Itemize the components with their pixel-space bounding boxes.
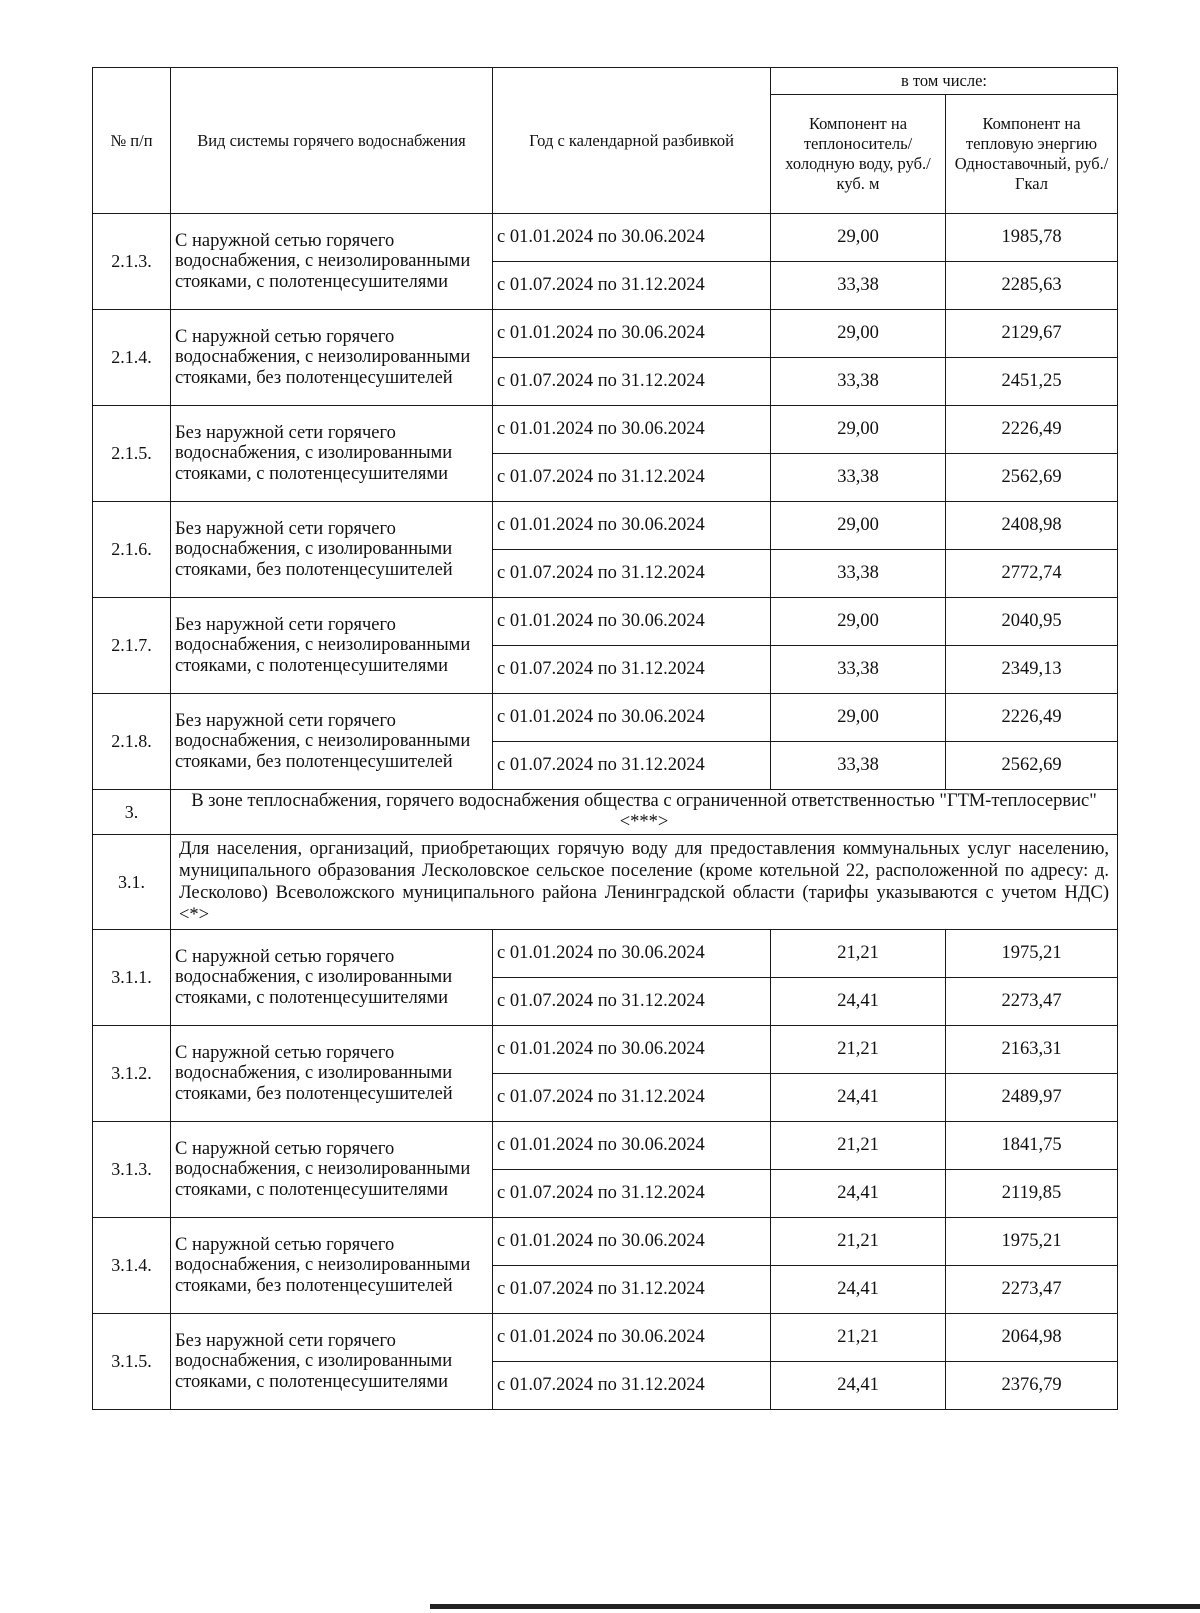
row-heat-value: 2408,98 <box>946 502 1118 550</box>
row-period: с 01.01.2024 по 30.06.2024 <box>493 214 771 262</box>
row-heat-value: 2562,69 <box>946 742 1118 790</box>
row-number: 2.1.8. <box>93 694 171 790</box>
row-number: 2.1.7. <box>93 598 171 694</box>
header-period: Год с календарной разбивкой <box>493 68 771 214</box>
row-period: с 01.07.2024 по 31.12.2024 <box>493 978 771 1026</box>
row-description: С наружной сетью горячего водоснабжения, с изолированными стояками, с полотенцесушителями <box>171 930 493 1026</box>
table-body-section-2 <box>93 214 1118 790</box>
row-description: С наружной сетью горячего водоснабжения, с неизолированными стояками, без полотенцесушителей <box>171 1218 493 1314</box>
table-row <box>93 598 1118 646</box>
row-period: с 01.01.2024 по 30.06.2024 <box>493 1218 771 1266</box>
row-number: 2.1.5. <box>93 406 171 502</box>
row-heat-value: 2273,47 <box>946 1266 1118 1314</box>
row-heat-value: 1985,78 <box>946 214 1118 262</box>
row-number: 3.1.2. <box>93 1026 171 1122</box>
row-period: с 01.07.2024 по 31.12.2024 <box>493 550 771 598</box>
row-heat-value: 1975,21 <box>946 930 1118 978</box>
row-number: 3.1.4. <box>93 1218 171 1314</box>
row-heat-value: 2562,69 <box>946 454 1118 502</box>
row-number: 3.1.5. <box>93 1314 171 1410</box>
table-row <box>93 214 1118 262</box>
row-water-value: 21,21 <box>771 1122 946 1170</box>
row-period: с 01.07.2024 по 31.12.2024 <box>493 454 771 502</box>
header-including: в том числе: <box>771 68 1118 95</box>
row-description: Без наружной сети горячего водоснабжения, с изолированными стояками, с полотенцесушителями <box>171 1314 493 1410</box>
row-heat-value: 2285,63 <box>946 262 1118 310</box>
row-period: с 01.07.2024 по 31.12.2024 <box>493 742 771 790</box>
row-period: с 01.01.2024 по 30.06.2024 <box>493 1026 771 1074</box>
row-description: С наружной сетью горячего водоснабжения, с неизолированными стояками, без полотенцесушителей <box>171 310 493 406</box>
row-description: Без наружной сети горячего водоснабжения, с изолированными стояками, без полотенцесушителей <box>171 502 493 598</box>
header-system-type: Вид системы горячего водоснабжения <box>171 68 493 214</box>
header-heat-component: Компонент на тепловую энергию Одноставочный, руб./Гкал <box>946 95 1118 214</box>
row-number: 2.1.3. <box>93 214 171 310</box>
row-description: С наружной сетью горячего водоснабжения, с изолированными стояками, без полотенцесушителей <box>171 1026 493 1122</box>
row-period: с 01.07.2024 по 31.12.2024 <box>493 646 771 694</box>
row-water-value: 33,38 <box>771 742 946 790</box>
row-water-value: 33,38 <box>771 358 946 406</box>
row-period: с 01.07.2024 по 31.12.2024 <box>493 262 771 310</box>
table-row <box>93 502 1118 550</box>
row-heat-value: 2064,98 <box>946 1314 1118 1362</box>
row-description: Без наружной сети горячего водоснабжения, с неизолированными стояками, с полотенцесушителями <box>171 598 493 694</box>
header-num: № п/п <box>93 68 171 214</box>
table-row <box>93 1026 1118 1074</box>
row-heat-value: 2040,95 <box>946 598 1118 646</box>
header-water-component: Компонент на теплоноситель/ холодную воду, руб./куб. м <box>771 95 946 214</box>
section-heading-row <box>93 790 1118 835</box>
row-water-value: 33,38 <box>771 550 946 598</box>
row-water-value: 24,41 <box>771 1266 946 1314</box>
row-period: с 01.01.2024 по 30.06.2024 <box>493 694 771 742</box>
row-heat-value: 2376,79 <box>946 1362 1118 1410</box>
row-water-value: 21,21 <box>771 930 946 978</box>
table-row <box>93 310 1118 358</box>
row-period: с 01.01.2024 по 30.06.2024 <box>493 930 771 978</box>
subsection-number: 3.1. <box>93 835 171 930</box>
table-header <box>93 68 1118 214</box>
row-period: с 01.01.2024 по 30.06.2024 <box>493 406 771 454</box>
row-description: Без наружной сети горячего водоснабжения, с изолированными стояками, с полотенцесушителями <box>171 406 493 502</box>
row-number: 2.1.4. <box>93 310 171 406</box>
row-number: 2.1.6. <box>93 502 171 598</box>
row-water-value: 21,21 <box>771 1218 946 1266</box>
row-heat-value: 2163,31 <box>946 1026 1118 1074</box>
row-period: с 01.07.2024 по 31.12.2024 <box>493 1362 771 1410</box>
row-description: С наружной сетью горячего водоснабжения, с неизолированными стояками, с полотенцесушителями <box>171 1122 493 1218</box>
row-water-value: 29,00 <box>771 214 946 262</box>
table-body-section-3 <box>93 790 1118 1410</box>
row-water-value: 33,38 <box>771 262 946 310</box>
scan-edge-line <box>430 1604 1200 1609</box>
row-water-value: 21,21 <box>771 1314 946 1362</box>
row-number: 3.1.1. <box>93 930 171 1026</box>
row-period: с 01.01.2024 по 30.06.2024 <box>493 502 771 550</box>
row-period: с 01.07.2024 по 31.12.2024 <box>493 1266 771 1314</box>
row-heat-value: 1975,21 <box>946 1218 1118 1266</box>
row-heat-value: 2772,74 <box>946 550 1118 598</box>
row-water-value: 29,00 <box>771 502 946 550</box>
row-description: Без наружной сети горячего водоснабжения, с неизолированными стояками, без полотенцесушителей <box>171 694 493 790</box>
row-heat-value: 2226,49 <box>946 694 1118 742</box>
subsection-heading-row <box>93 835 1118 930</box>
row-period: с 01.07.2024 по 31.12.2024 <box>493 1074 771 1122</box>
row-water-value: 21,21 <box>771 1026 946 1074</box>
table-row <box>93 1218 1118 1266</box>
row-water-value: 29,00 <box>771 598 946 646</box>
table-row <box>93 1122 1118 1170</box>
row-period: с 01.01.2024 по 30.06.2024 <box>493 598 771 646</box>
section-heading: В зоне теплоснабжения, горячего водоснабжения общества с ограниченной ответственностью "ГТМ-теплосервис" <***> <box>171 790 1118 835</box>
row-period: с 01.01.2024 по 30.06.2024 <box>493 1314 771 1362</box>
row-period: с 01.07.2024 по 31.12.2024 <box>493 358 771 406</box>
section-number: 3. <box>93 790 171 835</box>
row-water-value: 24,41 <box>771 978 946 1026</box>
subsection-heading: Для населения, организаций, приобретающих горячую воду для предоставления коммунальных услуг населению, муниципального образования Лесколовское сельское поселение (кроме котельной 22, расположенной по адресу: д. Лесколово) Всеволожского муниципального района Ленинградской области (тарифы указываются с учетом НДС) <*> <box>171 835 1118 930</box>
row-water-value: 29,00 <box>771 310 946 358</box>
tariff-table <box>92 67 1118 1410</box>
row-water-value: 24,41 <box>771 1170 946 1218</box>
row-water-value: 33,38 <box>771 454 946 502</box>
table-row <box>93 694 1118 742</box>
row-period: с 01.01.2024 по 30.06.2024 <box>493 310 771 358</box>
row-heat-value: 2349,13 <box>946 646 1118 694</box>
row-description: С наружной сетью горячего водоснабжения, с неизолированными стояками, с полотенцесушителями <box>171 214 493 310</box>
row-heat-value: 2451,25 <box>946 358 1118 406</box>
table-row <box>93 930 1118 978</box>
row-heat-value: 2489,97 <box>946 1074 1118 1122</box>
row-water-value: 29,00 <box>771 406 946 454</box>
row-water-value: 33,38 <box>771 646 946 694</box>
row-heat-value: 2119,85 <box>946 1170 1118 1218</box>
row-water-value: 29,00 <box>771 694 946 742</box>
row-period: с 01.07.2024 по 31.12.2024 <box>493 1170 771 1218</box>
row-period: с 01.01.2024 по 30.06.2024 <box>493 1122 771 1170</box>
row-heat-value: 2226,49 <box>946 406 1118 454</box>
row-number: 3.1.3. <box>93 1122 171 1218</box>
row-heat-value: 1841,75 <box>946 1122 1118 1170</box>
row-heat-value: 2129,67 <box>946 310 1118 358</box>
table-row <box>93 406 1118 454</box>
row-water-value: 24,41 <box>771 1362 946 1410</box>
row-heat-value: 2273,47 <box>946 978 1118 1026</box>
row-water-value: 24,41 <box>771 1074 946 1122</box>
table-row <box>93 1314 1118 1362</box>
